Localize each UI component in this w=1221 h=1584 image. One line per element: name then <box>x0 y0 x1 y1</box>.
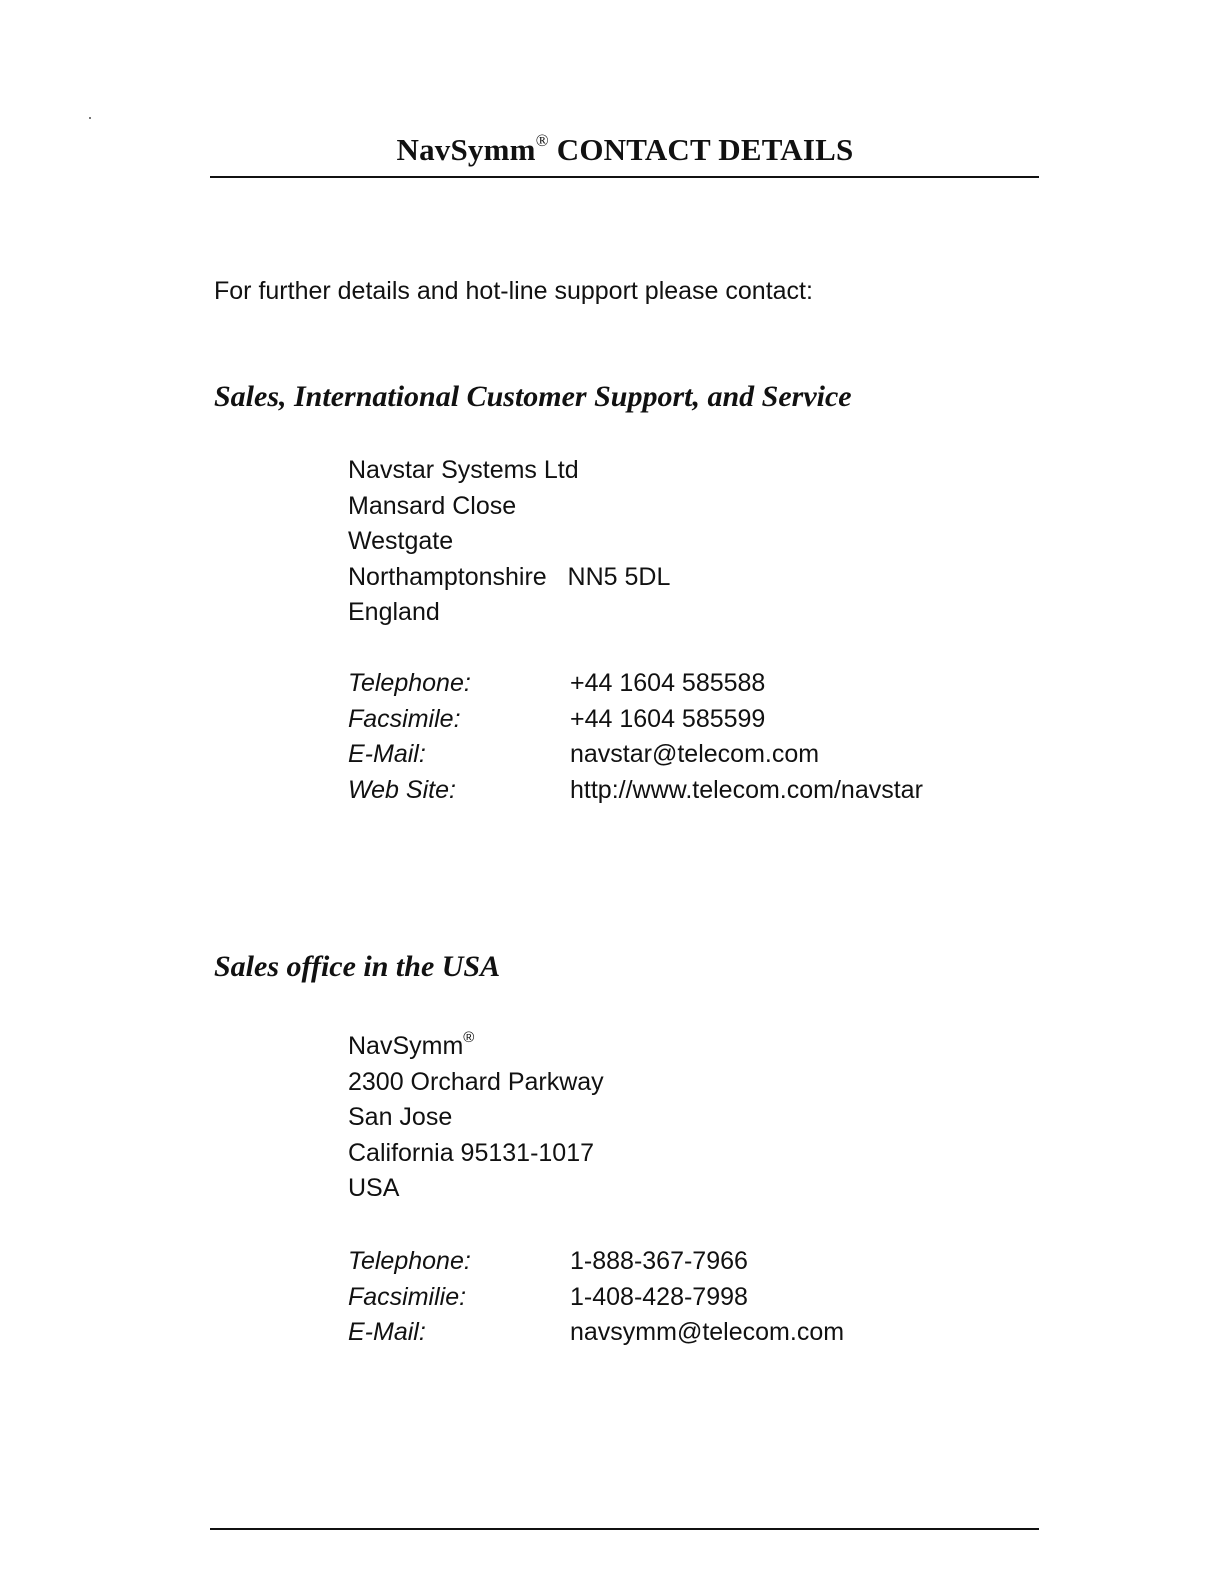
contact-label: Telephone: <box>348 1247 471 1275</box>
contact-row-website <box>348 773 923 809</box>
contact-list-usa <box>348 1244 844 1351</box>
contact-label: E-Mail: <box>348 1318 426 1346</box>
email-value: navsymm@telecom.com <box>570 1318 845 1346</box>
email-value: navstar@telecom.com <box>570 740 820 768</box>
title-registered-mark: ® <box>535 131 549 150</box>
section-heading-international: Sales, International Customer Support, and Service <box>214 380 852 413</box>
telephone-value: 1-888-367-7966 <box>570 1247 748 1275</box>
address-line: San Jose <box>348 1103 453 1131</box>
contact-row-email <box>348 737 923 773</box>
company-name: NavSymm <box>348 1032 464 1060</box>
website-value: http://www.telecom.com/navstar <box>570 775 923 804</box>
registered-mark: ® <box>463 1029 475 1046</box>
contact-row-email <box>348 1315 844 1351</box>
address-line: California 95131-1017 <box>348 1138 595 1167</box>
contact-label: Facsimilie: <box>348 1282 467 1311</box>
telephone-value: +44 1604 585588 <box>570 669 766 697</box>
contact-label: Telephone: <box>348 669 471 697</box>
address-block-uk <box>348 453 670 631</box>
section-heading-usa: Sales office in the USA <box>214 950 501 983</box>
contact-label: E-Mail: <box>348 740 426 768</box>
address-line: Westgate <box>348 527 454 555</box>
address-line: Northamptonshire NN5 5DL <box>348 562 671 591</box>
facsimile-value: 1-408-428-7998 <box>570 1282 748 1311</box>
title-underline <box>210 176 1039 178</box>
scan-speck <box>89 117 91 119</box>
contact-row-facsimile <box>348 1280 844 1316</box>
title-brand: NavSymm <box>396 132 536 167</box>
footer-rule <box>210 1528 1039 1530</box>
address-line: USA <box>348 1174 400 1202</box>
contact-label: Facsimile: <box>348 704 461 733</box>
page-title <box>210 132 1040 168</box>
contact-row-telephone <box>348 1244 844 1280</box>
facsimile-value: +44 1604 585599 <box>570 704 766 733</box>
address-line: 2300 Orchard Parkway <box>348 1067 604 1096</box>
contact-label: Web Site: <box>348 775 456 804</box>
address-line <box>348 1029 604 1065</box>
address-line: Mansard Close <box>348 491 517 520</box>
contact-list-uk <box>348 666 923 808</box>
address-line: England <box>348 598 440 626</box>
address-line: Navstar Systems Ltd <box>348 456 579 484</box>
title-rest: CONTACT DETAILS <box>548 132 854 167</box>
intro-text: For further details and hot-line support please contact: <box>214 277 813 305</box>
contact-row-facsimile <box>348 702 923 738</box>
address-block-usa <box>348 1029 604 1207</box>
contact-row-telephone <box>348 666 923 702</box>
